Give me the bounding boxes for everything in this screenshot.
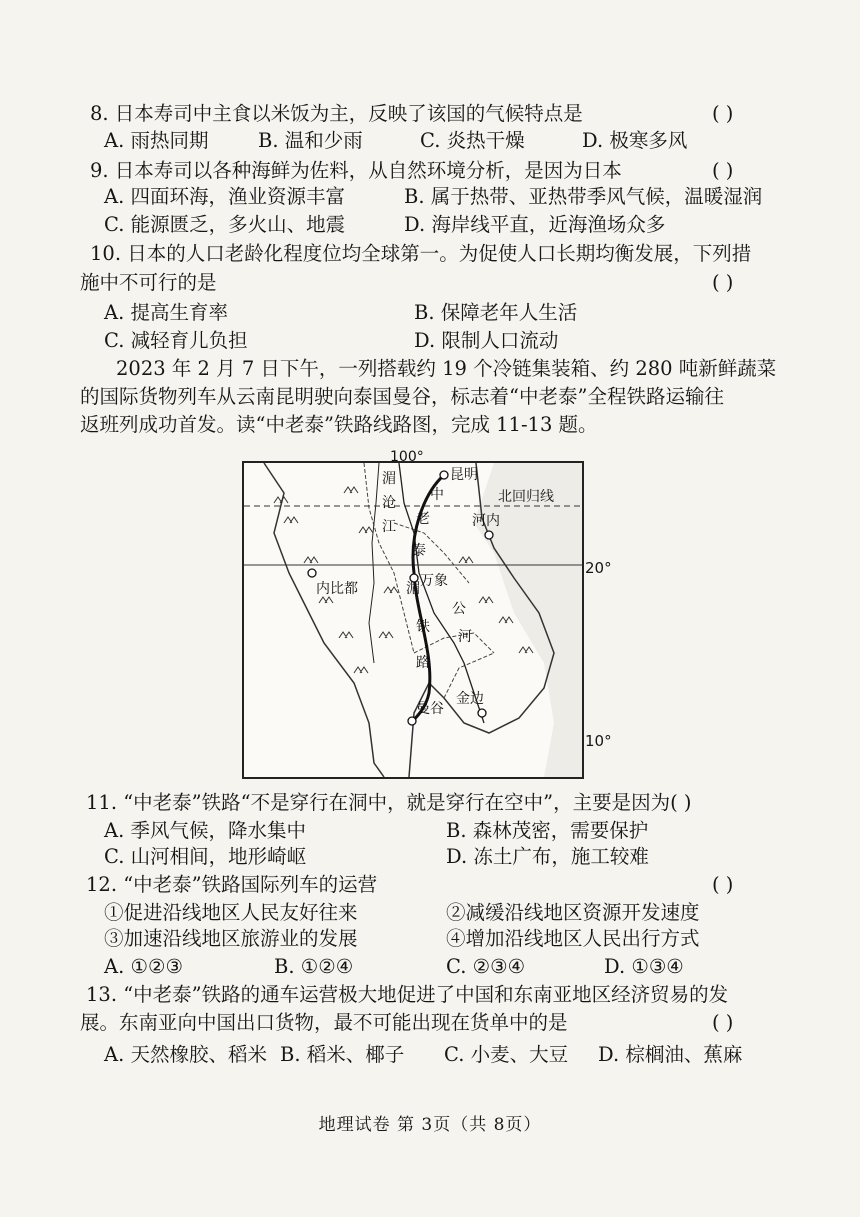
label-mekong-left: 湄 <box>406 581 420 597</box>
q12-option-d: D. ①③④ <box>604 955 684 978</box>
q11-option-d: D. 冻土广布，施工较难 <box>446 845 649 868</box>
label-tropic: 北回归线 <box>498 489 554 505</box>
q10-stem-line1: 10. 日本的人口老龄化程度位均全球第一。为促使人口长期均衡发展，下列措 <box>90 242 752 265</box>
q10-stem-line2: 施中不可行的是 <box>80 271 217 294</box>
label-naypyidaw: 内比都 <box>316 581 358 597</box>
q12-item-1: ①促进沿线地区人民友好往来 <box>104 901 358 924</box>
kunming-marker <box>440 471 448 479</box>
label-kunming: 昆明 <box>450 467 478 483</box>
q13-option-d: D. 棕榈油、蕉麻 <box>598 1043 743 1066</box>
label-phnompenh: 金边 <box>456 691 484 707</box>
q9-option-b: B. 属于热带、亚热带季风气候，温暖湿润 <box>404 185 763 208</box>
q13-stem-line1: 13. “中老泰”铁路的通车运营极大地促进了中国和东南亚地区经济贸易的发 <box>86 983 729 1006</box>
label-railway-1: 中 <box>430 487 444 503</box>
label-salween-1: 湄 <box>382 471 396 487</box>
q10-option-c: C. 减轻育儿负担 <box>104 329 248 352</box>
q8-stem: 8. 日本寿司中主食以米饭为主，反映了该国的气候特点是 <box>90 102 583 125</box>
q8-answer-paren: ( ) <box>712 102 734 125</box>
q12-item-3: ③加速沿线地区旅游业的发展 <box>104 927 358 950</box>
q10-option-b: B. 保障老年人生活 <box>414 301 578 324</box>
passage-line1: 2023 年 2 月 7 日下午，一列搭载约 19 个冷链集装箱、约 280 吨新鲜蔬菜 <box>116 357 777 380</box>
q9-option-a: A. 四面环海，渔业资源丰富 <box>104 185 345 208</box>
q11-option-c: C. 山河相间，地形崎岖 <box>104 845 307 868</box>
q13-option-c: C. 小麦、大豆 <box>444 1043 569 1066</box>
label-hanoi: 河内 <box>472 513 500 529</box>
label-railway-3: 泰 <box>412 543 426 559</box>
label-salween-3: 江 <box>382 519 396 535</box>
passage-line3: 返班列成功首发。读“中老泰”铁路线路图，完成 11-13 题。 <box>80 413 598 436</box>
q9-option-d: D. 海岸线平直，近海渔场众多 <box>404 213 666 236</box>
q11-stem: 11. “中老泰”铁路“不是穿行在洞中，就是穿行在空中”，主要是因为( ) <box>86 791 692 814</box>
q13-stem-line2: 展。东南亚向中国出口货物，最不可能出现在货单中的是 <box>80 1011 568 1034</box>
q12-item-4: ④增加沿线地区人民出行方式 <box>446 927 700 950</box>
q13-option-b: B. 稻米、椰子 <box>280 1043 405 1066</box>
q11-option-b: B. 森林茂密，需要保护 <box>446 819 649 842</box>
sea-area <box>474 463 582 777</box>
label-bangkok: 曼谷 <box>416 701 444 717</box>
q12-item-2: ②减缓沿线地区资源开发速度 <box>446 901 700 924</box>
railway-map <box>242 449 584 779</box>
label-railway-5: 路 <box>416 655 430 671</box>
phnompenh-marker <box>478 709 486 717</box>
q8-option-d: D. 极寒多风 <box>582 129 688 152</box>
q9-stem: 9. 日本寿司以各种海鲜为佐料，从自然环境分析，是因为日本 <box>90 159 622 182</box>
label-railway-4: 铁 <box>416 619 430 635</box>
q12-answer-paren: ( ) <box>712 873 734 896</box>
label-mekong-right-1: 公 <box>452 601 466 617</box>
q8-option-b: B. 温和少雨 <box>258 129 363 152</box>
label-lat-20: 20° <box>585 559 612 577</box>
q12-stem: 12. “中老泰”铁路国际列车的运营 <box>86 873 378 896</box>
salween-river <box>369 463 379 663</box>
q10-option-a: A. 提高生育率 <box>104 301 228 324</box>
q13-option-a: A. 天然橡胶、稻米 <box>104 1043 267 1066</box>
q8-option-c: C. 炎热干燥 <box>420 129 525 152</box>
label-mekong-right-2: 河 <box>458 629 472 645</box>
q12-option-c: C. ②③④ <box>446 955 526 978</box>
naypyidaw-marker <box>308 569 316 577</box>
label-100-lon: 100° <box>390 449 424 465</box>
q9-answer-paren: ( ) <box>712 159 734 182</box>
label-lat-10: 10° <box>585 732 612 750</box>
q13-answer-paren: ( ) <box>712 1011 734 1034</box>
q11-option-a: A. 季风气候，降水集中 <box>104 819 306 842</box>
q8-option-a: A. 雨热同期 <box>104 129 209 152</box>
q12-option-b: B. ①②④ <box>274 955 354 978</box>
label-railway-2: 老 <box>416 511 430 527</box>
bangkok-marker <box>408 717 416 725</box>
page-footer: 地理试卷 第 3页（共 8页） <box>318 1115 542 1135</box>
q10-option-d: D. 限制人口流动 <box>414 329 559 352</box>
q10-answer-paren: ( ) <box>712 271 734 294</box>
hanoi-marker <box>485 531 493 539</box>
label-vientiane: 万象 <box>420 573 448 589</box>
label-salween-2: 沧 <box>382 495 396 511</box>
passage-line2: 的国际货物列车从云南昆明驶向泰国曼谷，标志着“中老泰”全程铁路运输往 <box>80 385 724 408</box>
q9-option-c: C. 能源匮乏，多火山、地震 <box>104 213 346 236</box>
map-svg <box>244 449 582 777</box>
q12-option-a: A. ①②③ <box>104 955 183 978</box>
